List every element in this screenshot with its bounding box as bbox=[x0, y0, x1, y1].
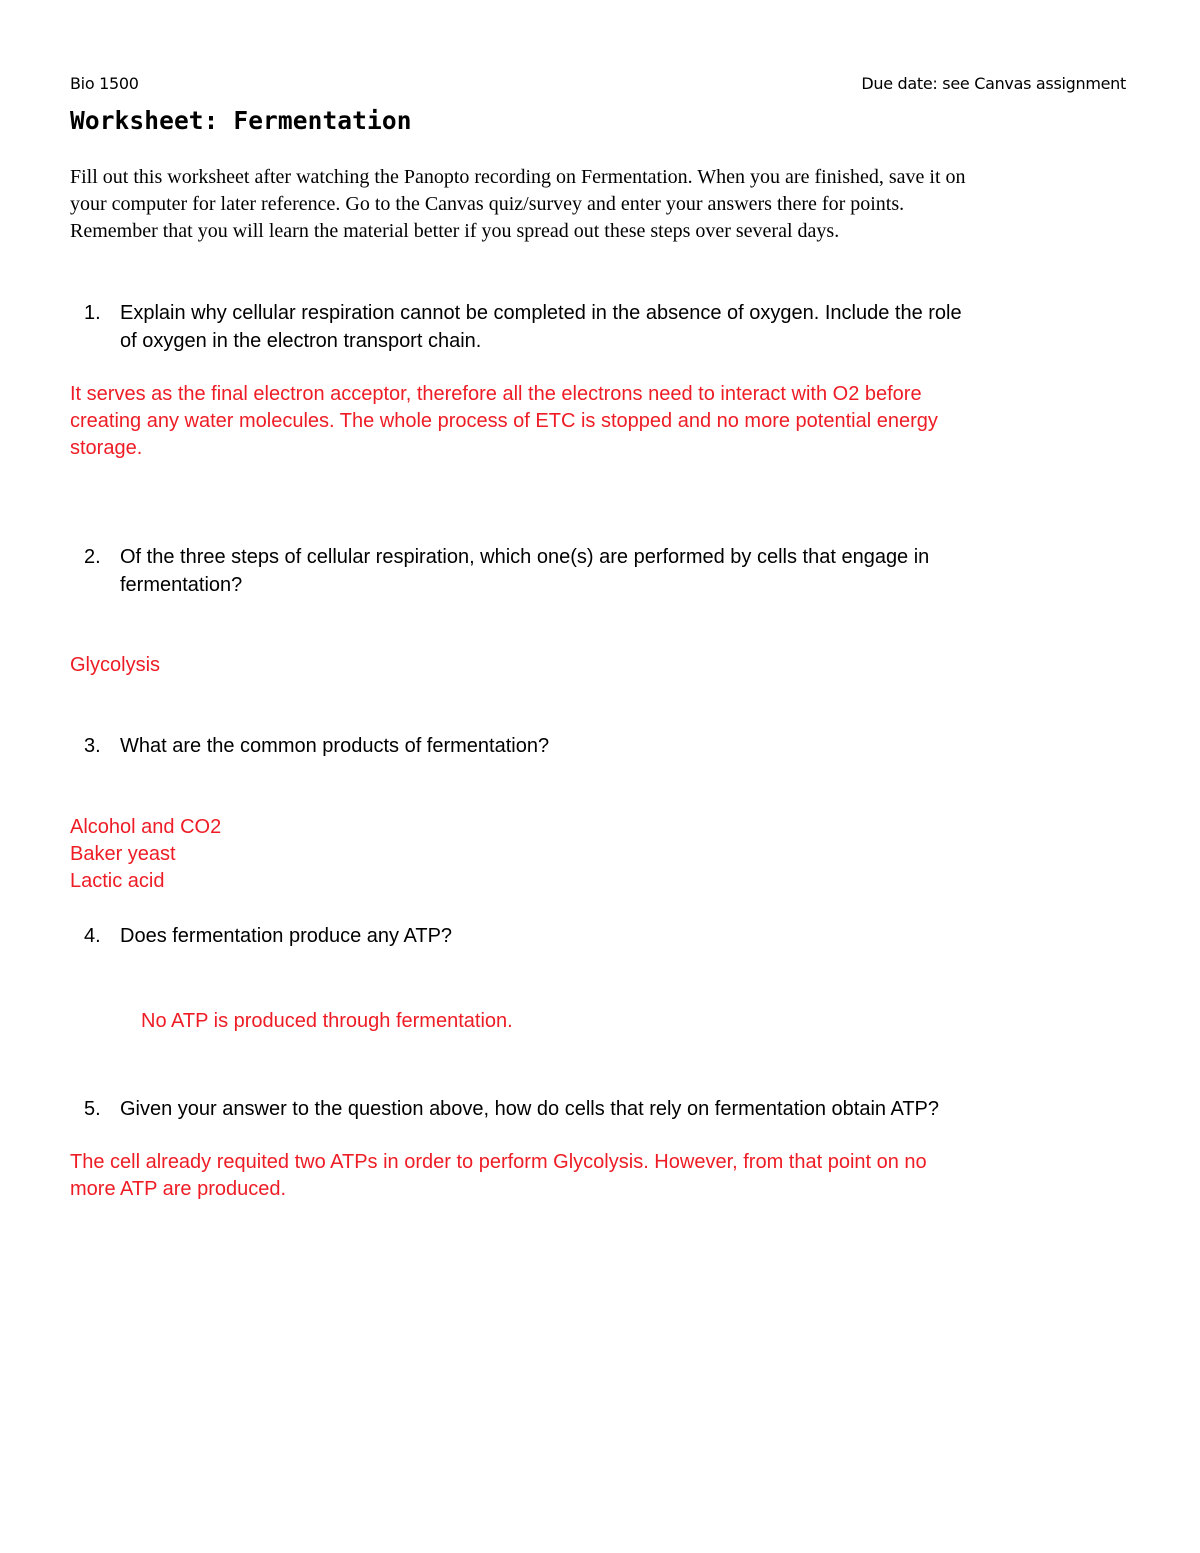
answer-line: Glycolysis bbox=[70, 654, 161, 676]
answer-line: storage. bbox=[70, 437, 143, 459]
question-text bbox=[120, 732, 1120, 760]
instructions-paragraph bbox=[70, 164, 1132, 245]
question-line: Of the three steps of cellular respiration, which one(s) are performed by cells that engage in bbox=[120, 546, 930, 568]
question-text bbox=[120, 543, 1120, 599]
question-text bbox=[120, 922, 1120, 950]
question-text bbox=[120, 299, 1120, 355]
question-line: Explain why cellular respiration cannot be completed in the absence of oxygen. Include the role bbox=[120, 302, 962, 324]
page-title: Worksheet: Fermentation bbox=[70, 106, 412, 135]
due-date-label: Due date: see Canvas assignment bbox=[861, 74, 1126, 93]
instructions-line: Fill out this worksheet after watching the Panopto recording on Fermentation. When you are finished, save it on bbox=[70, 166, 966, 188]
instructions-line: your computer for later reference. Go to the Canvas quiz/survey and enter your answers there for points. bbox=[70, 193, 905, 215]
question-line: fermentation? bbox=[120, 574, 243, 596]
answer-4 bbox=[141, 1008, 513, 1035]
answer-line: Baker yeast bbox=[70, 843, 176, 865]
question-line: Does fermentation produce any ATP? bbox=[120, 925, 453, 947]
question-number: 4. bbox=[84, 925, 101, 947]
answer-5 bbox=[70, 1149, 927, 1203]
answer-line: The cell already requited two ATPs in order to perform Glycolysis. However, from that point on no bbox=[70, 1151, 927, 1173]
answer-line: creating any water molecules. The whole process of ETC is stopped and no more potential energy bbox=[70, 410, 938, 432]
course-label: Bio 1500 bbox=[70, 74, 139, 93]
answer-line: It serves as the final electron acceptor, therefore all the electrons need to interact with O2 before bbox=[70, 383, 922, 405]
answer-line: Alcohol and CO2 bbox=[70, 816, 222, 838]
question-line: Given your answer to the question above, how do cells that rely on fermentation obtain ATP? bbox=[120, 1098, 939, 1120]
answer-line: more ATP are produced. bbox=[70, 1178, 287, 1200]
answer-3 bbox=[70, 814, 221, 895]
answer-line: Lactic acid bbox=[70, 870, 165, 892]
question-number: 3. bbox=[84, 735, 101, 757]
question-number: 2. bbox=[84, 546, 101, 568]
question-number: 5. bbox=[84, 1098, 101, 1120]
question-text bbox=[120, 1095, 1120, 1123]
question-number: 1. bbox=[84, 302, 101, 324]
answer-1 bbox=[70, 381, 938, 462]
question-line: What are the common products of fermentation? bbox=[120, 735, 550, 757]
answer-line: No ATP is produced through fermentation. bbox=[141, 1010, 513, 1032]
question-line: of oxygen in the electron transport chain. bbox=[120, 330, 482, 352]
instructions-line: Remember that you will learn the material better if you spread out these steps over several days. bbox=[70, 220, 840, 242]
answer-2 bbox=[70, 652, 160, 679]
